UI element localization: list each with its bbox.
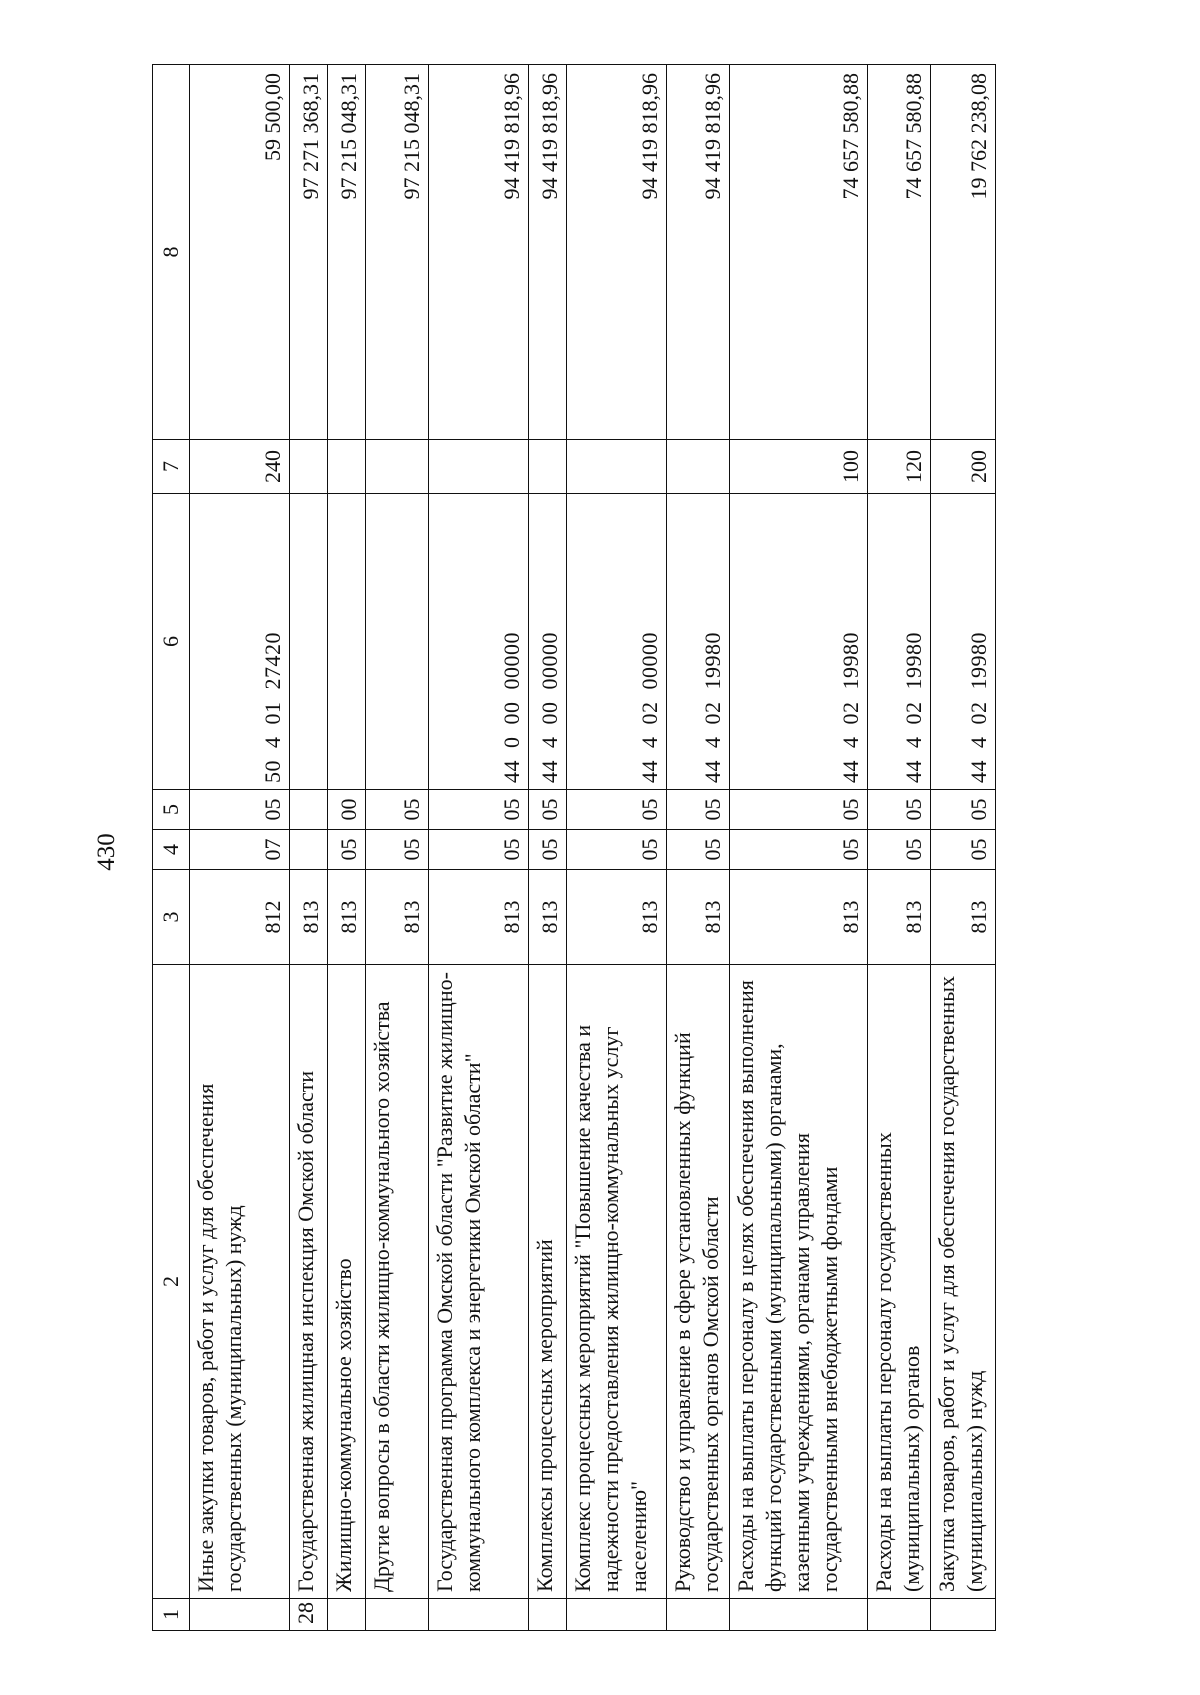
expense-type-cell: 240 xyxy=(190,440,290,494)
table-row xyxy=(328,65,366,1631)
subsection-code-cell: 05 xyxy=(429,790,529,830)
subsection-code-cell: 05 xyxy=(868,790,931,830)
table-row xyxy=(429,65,529,1631)
amount-cell: 19 762 238,08 xyxy=(931,65,996,440)
rotated-table-wrapper xyxy=(152,65,1200,1631)
row-name-cell: Расходы на выплаты персоналу государственных (муниципальных) органов xyxy=(868,965,931,1599)
table-row xyxy=(290,65,328,1631)
subsection-code-cell: 00 xyxy=(328,790,366,830)
amount-cell: 97 215 048,31 xyxy=(366,65,429,440)
expense-type-cell xyxy=(667,440,730,494)
amount-cell: 97 271 368,31 xyxy=(290,65,328,440)
admin-code-cell: 813 xyxy=(290,870,328,965)
admin-code-cell: 813 xyxy=(366,870,429,965)
table-row xyxy=(366,65,429,1631)
section-code-cell: 05 xyxy=(567,830,667,870)
header-cell-4: 4 xyxy=(153,830,190,870)
row-name-cell: Комплексы процессных мероприятий xyxy=(529,965,567,1599)
subsection-code-cell: 05 xyxy=(667,790,730,830)
header-cell-5: 5 xyxy=(153,790,190,830)
header-row xyxy=(153,65,190,1631)
section-code-cell: 05 xyxy=(730,830,868,870)
expense-type-cell xyxy=(567,440,667,494)
header-cell-6: 6 xyxy=(153,494,190,790)
expense-type-cell xyxy=(429,440,529,494)
row-number-cell xyxy=(667,1599,730,1631)
table-row xyxy=(190,65,290,1631)
expense-type-cell: 100 xyxy=(730,440,868,494)
amount-cell: 97 215 048,31 xyxy=(328,65,366,440)
target-article-cell: 44 0 00 00000 xyxy=(429,494,529,790)
subsection-code-cell xyxy=(290,790,328,830)
target-article-cell xyxy=(290,494,328,790)
section-code-cell: 05 xyxy=(366,830,429,870)
table-row xyxy=(931,65,996,1631)
amount-cell: 94 419 818,96 xyxy=(429,65,529,440)
row-number-cell xyxy=(529,1599,567,1631)
row-number-cell xyxy=(931,1599,996,1631)
admin-code-cell: 812 xyxy=(190,870,290,965)
expense-type-cell xyxy=(290,440,328,494)
row-number-cell: 28 xyxy=(290,1599,328,1631)
amount-cell: 59 500,00 xyxy=(190,65,290,440)
admin-code-cell: 813 xyxy=(328,870,366,965)
target-article-cell: 44 4 02 00000 xyxy=(567,494,667,790)
row-number-cell xyxy=(190,1599,290,1631)
section-code-cell: 05 xyxy=(667,830,730,870)
row-name-cell: Иные закупки товаров, работ и услуг для обеспечения государственных (муниципальных) нужд xyxy=(190,965,290,1599)
row-number-cell xyxy=(366,1599,429,1631)
table-row xyxy=(868,65,931,1631)
amount-cell: 94 419 818,96 xyxy=(667,65,730,440)
expense-type-cell: 200 xyxy=(931,440,996,494)
target-article-cell: 44 4 02 19980 xyxy=(667,494,730,790)
admin-code-cell: 813 xyxy=(567,870,667,965)
section-code-cell: 07 xyxy=(190,830,290,870)
budget-table xyxy=(152,64,996,1631)
subsection-code-cell: 05 xyxy=(366,790,429,830)
header-cell-7: 7 xyxy=(153,440,190,494)
amount-cell: 74 657 580,88 xyxy=(868,65,931,440)
target-article-cell: 44 4 02 19980 xyxy=(730,494,868,790)
row-number-cell xyxy=(868,1599,931,1631)
expense-type-cell xyxy=(366,440,429,494)
section-code-cell: 05 xyxy=(931,830,996,870)
admin-code-cell: 813 xyxy=(868,870,931,965)
target-article-cell xyxy=(328,494,366,790)
row-name-cell: Расходы на выплаты персоналу в целях обеспечения выполнения функций государственными (муниципальными) органами, казенными учреждениями, органами управления государственными внебюджетными фондами xyxy=(730,965,868,1599)
header-cell-1: 1 xyxy=(153,1599,190,1631)
section-code-cell: 05 xyxy=(429,830,529,870)
row-name-cell: Другие вопросы в области жилищно-коммунального хозяйства xyxy=(366,965,429,1599)
section-code-cell: 05 xyxy=(868,830,931,870)
subsection-code-cell: 05 xyxy=(567,790,667,830)
row-name-cell: Государственная жилищная инспекция Омской области xyxy=(290,965,328,1599)
header-cell-2: 2 xyxy=(153,965,190,1599)
page-number-text: 430 xyxy=(93,833,120,871)
header-cell-8: 8 xyxy=(153,65,190,440)
subsection-code-cell: 05 xyxy=(730,790,868,830)
admin-code-cell: 813 xyxy=(667,870,730,965)
amount-cell: 94 419 818,96 xyxy=(529,65,567,440)
admin-code-cell: 813 xyxy=(931,870,996,965)
row-number-cell xyxy=(730,1599,868,1631)
row-name-cell: Руководство и управление в сфере установленных функций государственных органов Омской области xyxy=(667,965,730,1599)
section-code-cell xyxy=(290,830,328,870)
target-article-cell: 50 4 01 27420 xyxy=(190,494,290,790)
section-code-cell: 05 xyxy=(529,830,567,870)
row-number-cell xyxy=(567,1599,667,1631)
admin-code-cell: 813 xyxy=(730,870,868,965)
table-row xyxy=(730,65,868,1631)
section-code-cell: 05 xyxy=(328,830,366,870)
subsection-code-cell: 05 xyxy=(529,790,567,830)
target-article-cell: 44 4 02 19980 xyxy=(931,494,996,790)
expense-type-cell xyxy=(328,440,366,494)
table-row xyxy=(529,65,567,1631)
header-cell-3: 3 xyxy=(153,870,190,965)
target-article-cell: 44 4 00 00000 xyxy=(529,494,567,790)
table-row xyxy=(667,65,730,1631)
subsection-code-cell: 05 xyxy=(931,790,996,830)
row-number-cell xyxy=(429,1599,529,1631)
row-name-cell: Государственная программа Омской области "Развитие жилищно-коммунального комплекса и энергетики Омской области" xyxy=(429,965,529,1599)
expense-type-cell xyxy=(529,440,567,494)
row-name-cell: Закупка товаров, работ и услуг для обеспечения государственных (муниципальных) нужд xyxy=(931,965,996,1599)
admin-code-cell: 813 xyxy=(529,870,567,965)
row-name-cell: Жилищно-коммунальное хозяйство xyxy=(328,965,366,1599)
amount-cell: 94 419 818,96 xyxy=(567,65,667,440)
row-name-cell: Комплекс процессных мероприятий "Повышение качества и надежности предоставления жилищно-коммунальных услуг населению" xyxy=(567,965,667,1599)
admin-code-cell: 813 xyxy=(429,870,529,965)
table-row xyxy=(567,65,667,1631)
page-number xyxy=(87,824,127,880)
target-article-cell xyxy=(366,494,429,790)
expense-type-cell: 120 xyxy=(868,440,931,494)
row-number-cell xyxy=(328,1599,366,1631)
amount-cell: 74 657 580,88 xyxy=(730,65,868,440)
target-article-cell: 44 4 02 19980 xyxy=(868,494,931,790)
subsection-code-cell: 05 xyxy=(190,790,290,830)
